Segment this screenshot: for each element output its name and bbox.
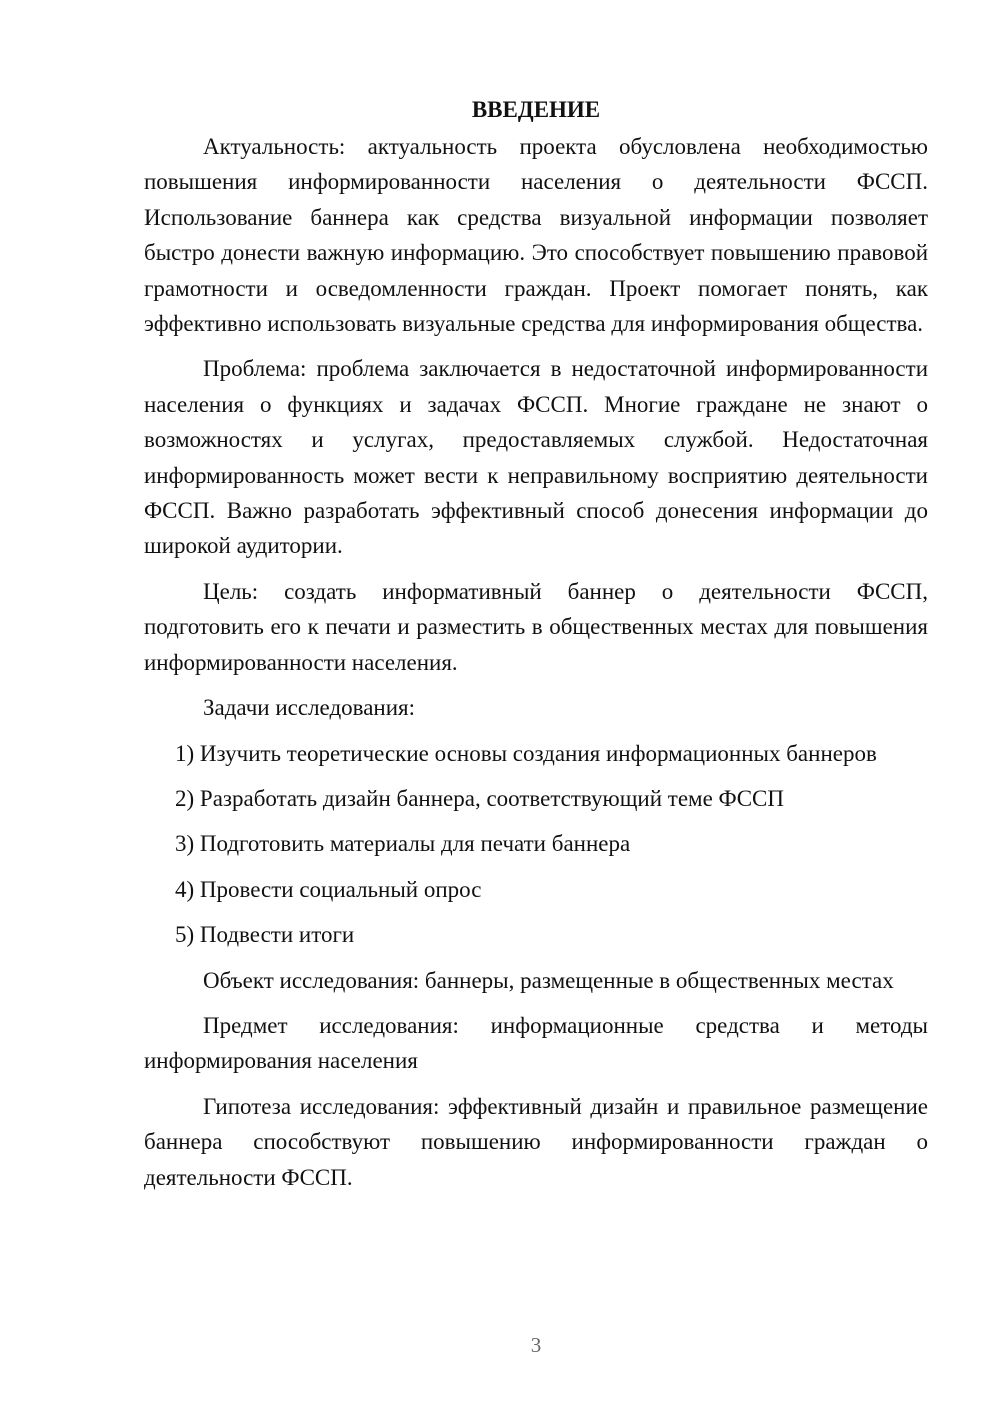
task-item: 2) Разработать дизайн баннера, соответствующий теме ФССП: [175, 785, 785, 811]
task-item: 5) Подвести итоги: [175, 922, 355, 948]
document-page: [144, 92, 928, 1205]
goal-paragraph: Цель: создать информативный баннер о деятельности ФССП, подготовить его к печати и разместить в общественных местах для повышения информированности населения.: [144, 578, 928, 675]
hypothesis-paragraph: Гипотеза исследования: эффективный дизайн и правильное размещение баннера способствуют повышению информированности граждан о деятельности ФССП.: [144, 1093, 928, 1190]
page-title: ВВЕДЕНИЕ: [471, 97, 601, 122]
page-number: 3: [530, 1333, 542, 1357]
relevance-paragraph: Актуальность: актуальность проекта обусловлена необходимостью повышения информированности населения о деятельности ФССП. Использование баннера как средства визуальной информации позволяет быстро донести важную информацию. Это способствует повышению правовой грамотности и осведомленности граждан. Проект помогает понять, как эффективно использовать визуальные средства для информирования общества.: [144, 134, 928, 337]
subject-paragraph: Предмет исследования: информационные средства и методы информирования населения: [144, 1012, 928, 1074]
task-item: 3) Подготовить материалы для печати баннера: [175, 831, 631, 857]
task-item: 4) Провести социальный опрос: [175, 876, 482, 902]
object-paragraph: Объект исследования: баннеры, размещенные в общественных местах: [203, 967, 894, 993]
tasks-heading: Задачи исследования:: [203, 695, 416, 721]
problem-paragraph: Проблема: проблема заключается в недостаточной информированности населения о функциях и задачах ФССП. Многие граждане не знают о возможностях и услугах, предоставляемых службой. Недостаточная информированность может вести к неправильному восприятию деятельности ФССП. Важно разработать эффективный способ донесения информации до широкой аудитории.: [144, 356, 928, 559]
task-item: 1) Изучить теоретические основы создания информационных баннеров: [175, 740, 877, 766]
